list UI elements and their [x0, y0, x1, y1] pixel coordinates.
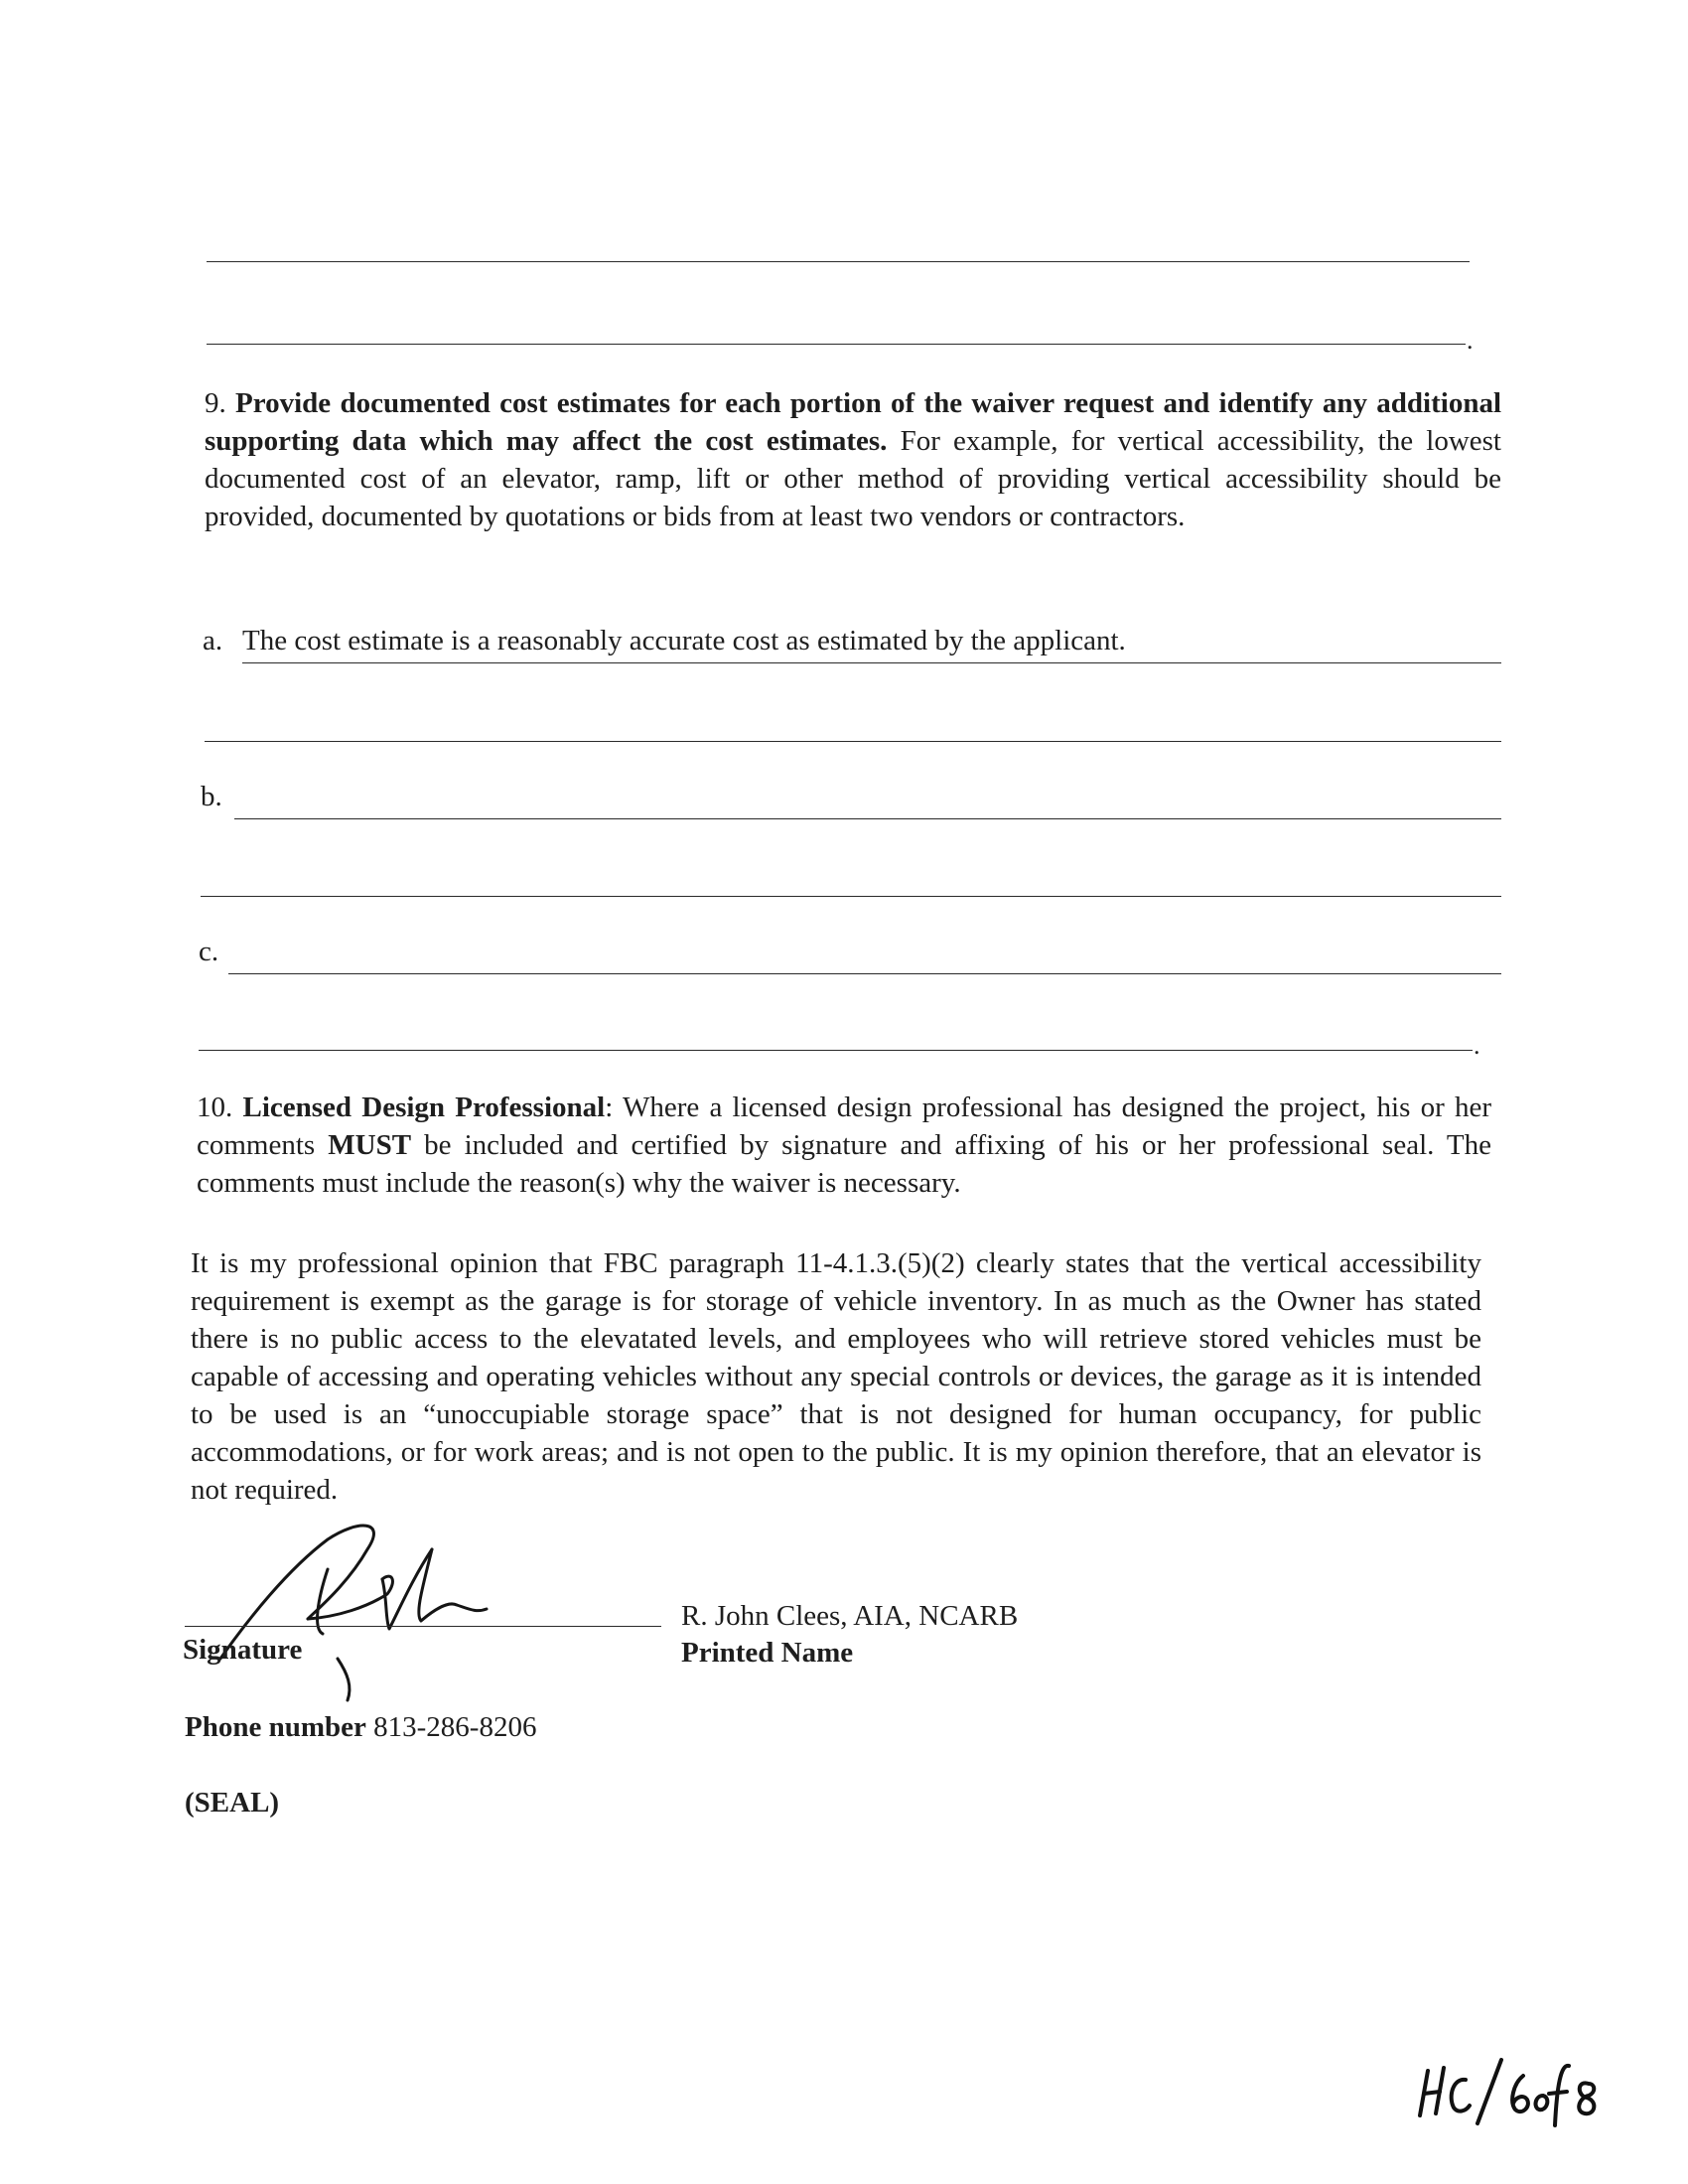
section-10-number: 10. [197, 1092, 233, 1123]
phone-row [185, 1708, 536, 1746]
phone-label: Phone number [185, 1711, 366, 1743]
section-10-body-1: : Where a licensed design professional has designed the project, his or her comments [197, 1092, 1492, 1161]
section-10-paragraph [197, 1089, 1491, 1202]
printed-name-label: Printed Name [681, 1637, 854, 1669]
item-b-line [234, 818, 1501, 819]
item-c-line [228, 973, 1501, 974]
period-mark: . [1467, 326, 1474, 355]
blank-line [207, 344, 1466, 345]
professional-opinion: It is my professional opinion that FBC paragraph 11-4.1.3.(5)(2) clearly states that the vertical accessibility requirement is exempt as the garage is for storage of vehicle inventory. In as much as the Owner has stated there is no public access to the elevatated levels, and employees who will retrieve stored vehicles must be capable of accessing and operating vehicles without any special controls or devices, the garage as it is intended to be used is an “unoccupiable storage space” that is not designed for human occupancy, for public accommodations, or for work areas; and is not open to the public. It is my opinion therefore, that an elevator is not required. [191, 1247, 1481, 1506]
handwritten-signature [218, 1510, 536, 1708]
section-10-heading: Licensed Design Professional [242, 1092, 606, 1123]
printed-name-value: R. John Clees, AIA, NCARB [681, 1600, 1019, 1632]
item-b-line-2 [201, 896, 1501, 897]
signature-label: Signature [183, 1634, 303, 1666]
section-10-emphasis: MUST [328, 1129, 412, 1161]
item-a-letter: a. [203, 625, 223, 656]
section-10-body-2: be included and certified by signature and affixing of his or her professional seal. The comments must include the reason(s) why the waiver is necessary. [197, 1129, 1492, 1199]
handwritten-page-mark [1410, 2046, 1609, 2135]
section-9-paragraph [205, 384, 1501, 535]
signature-line [185, 1626, 661, 1627]
section-9-body: For example, for vertical accessibility, the lowest documented cost of an elevator, ramp, lift or other method of providing vertical accessibility should be provided, documented by quotations or bids from at least two vendors or contractors. [205, 425, 1501, 532]
item-c-letter: c. [199, 936, 219, 967]
item-a-line [242, 662, 1501, 663]
item-a-text: The cost estimate is a reasonably accurate cost as estimated by the applicant. [242, 625, 1126, 656]
section-9-heading: Provide documented cost estimates for each portion of the waiver request and identify any additional supporting data which may affect the cost estimates. [205, 387, 1502, 457]
blank-line [207, 261, 1470, 262]
phone-value: 813-286-8206 [373, 1711, 537, 1743]
item-a-line-2 [205, 741, 1501, 742]
section-9-number: 9. [205, 387, 226, 419]
item-c-line-2 [199, 1050, 1473, 1051]
seal-label: (SEAL) [185, 1787, 280, 1819]
period-mark: . [1474, 1031, 1480, 1060]
item-b-letter: b. [201, 781, 222, 812]
